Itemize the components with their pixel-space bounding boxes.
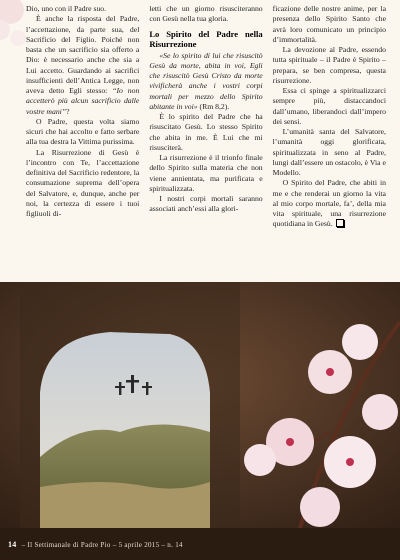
text-column-3: [273, 4, 386, 282]
end-of-article-icon: [336, 219, 344, 227]
paragraph: È lo spirito del Padre che ha risuscitato Gesù. Lo stesso Spirito che abita in me. È Lui che mi risusciterà.: [149, 112, 263, 152]
scripture-quote: [149, 51, 262, 113]
paragraph-text: O Spirito del Padre, che abiti in me e che renderai un giorno la vita al mio corpo mortale, fa’, della mia vita spirituale, una risurrezione quotidiana in Gesù.: [272, 178, 386, 229]
paragraph: La devozione al Padre, essendo tutta spirituale – il Padre è Spirito – prepara, se ben compresa, questa risurrezione.: [272, 45, 386, 85]
paragraph: [273, 178, 386, 229]
inline-quote: “Io non accetterò più alcun sacrificio dalle vostre mani”: [26, 86, 140, 116]
paragraph: L’umanità santa del Salvatore, l’umanità oggi glorificata, spiritualizzata in seno al Padre, lungi dall’essere un ostacolo, è Via e Modello.: [272, 127, 386, 177]
publication-info: – Il Settimanale di Padre Pio – 5 aprile 2015 – n. 14: [21, 541, 183, 549]
paragraph: Essa ci spinge a spiritualizzarci sempre più, distaccandoci dall’umano, liberandoci dall’impero dei sensi.: [272, 86, 386, 126]
paragraph: La Risurrezione di Gesù è l’incontro con Te, l’accettazione definitiva del Sacrificio redentore, la consumazione suprema dell’opera del Salvatore, e, dunque, anche per noi, la certezza di essere i tuoi figliuoli di-: [26, 147, 140, 218]
paragraph: ficazione delle nostre anime, per la presenza dello Spirito Santo che avrà loro comunicato un principio d’immortalità.: [272, 4, 386, 44]
paragraph: La risurrezione è il trionfo finale dello Spirito sulla materia che non viene annientata, ma purificata e spiritualizzata.: [149, 153, 263, 193]
text-column-1: [26, 4, 139, 282]
quote-reference: (Rm 8,2).: [199, 101, 230, 111]
paragraph-text: È anche la risposta del Padre, l’accettazione, da parte sua, del Sacrificio del Figlio. Poiché non basta che un sacrificio sia offerto a Dio: è necessario anche che sia a Lui accetto. Guardando ai sacrifici insufficienti dell’Antica Legge, non aveva detto Egli stesso:: [26, 14, 140, 95]
empty-tomb-photo: [0, 282, 400, 528]
page-number: 14: [8, 540, 17, 549]
page-footer: [8, 540, 183, 549]
article-body: [26, 4, 386, 282]
text-column-2: [149, 4, 262, 282]
punctuation: ?: [66, 106, 70, 116]
quote-text: «Se lo spirito di lui che risuscitò Gesù da morte, abita in voi, Egli che risuscitò Gesù Cristo da morte vivificherà anche i vostri corpi mortali per mezzo dello Spirito abitante in voi»: [149, 50, 263, 111]
paragraph: [26, 14, 139, 117]
tomb-illustration: [0, 282, 400, 528]
paragraph: letti che un giorno risusciteranno con Gesù nella tua gloria.: [149, 4, 263, 24]
paragraph: I nostri corpi mortali saranno associati anch’essi alla glori-: [149, 194, 263, 214]
paragraph: O Padre, questa volta siamo sicuri che hai accolto e fatto serbare alla tua destra la Vittima purissima.: [26, 116, 140, 147]
section-heading: Lo Spirito del Padre nella Risurrezione: [149, 28, 263, 49]
paragraph: Dio, uno con il Padre suo.: [26, 4, 107, 13]
